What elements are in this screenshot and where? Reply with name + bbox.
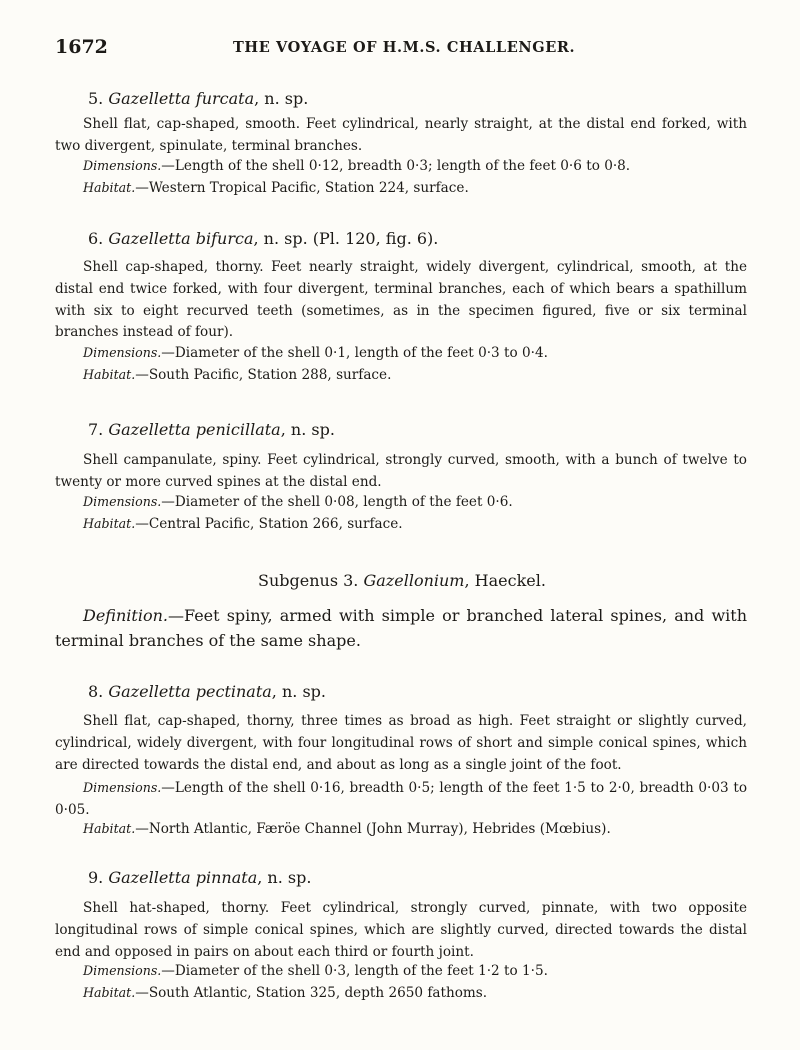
habitat-line: Habitat.—Central Pacific, Station 266, surface. <box>83 516 403 532</box>
subgenus-definition: Definition.—Feet spiny, armed with simple or branched lateral spines, and with terminal branches of the same shape. <box>55 606 747 650</box>
habitat-line: Habitat.—South Atlantic, Station 325, depth 2650 fathoms. <box>83 985 488 1001</box>
species-name: Gazelletta pinnata <box>108 868 258 887</box>
species-description: Shell campanulate, spiny. Feet cylindrical, strongly curved, smooth, with a bunch of twelve to twenty or more curved spines at the distal end. <box>55 452 747 490</box>
page-header <box>55 36 760 66</box>
species-name: Gazelletta penicillata <box>108 420 281 439</box>
species-heading: 5. Gazelletta furcata, n. sp. <box>88 89 309 108</box>
dimensions-line: Dimensions.—Diameter of the shell 0·3, length of the feet 1·2 to 1·5. <box>83 963 548 979</box>
species-description: Shell flat, cap-shaped, thorny, three times as broad as high. Feet straight or slightly curved, cylindrical, widely divergent, with four longitudinal rows of short and simple conical spines, which are directed towards the distal end, and about as long as a single joint of the foot. <box>55 713 747 773</box>
species-heading: 6. Gazelletta bifurca, n. sp. (Pl. 120, fig. 6). <box>88 229 439 248</box>
habitat-line: Habitat.—Western Tropical Pacific, Station 224, surface. <box>83 180 469 196</box>
running-title: THE VOYAGE OF H.M.S. CHALLENGER. <box>233 39 576 56</box>
species-heading: 7. Gazelletta penicillata, n. sp. <box>88 420 335 439</box>
dimensions-line: Dimensions.—Diameter of the shell 0·08, length of the feet 0·6. <box>83 494 513 510</box>
dimensions-line: Dimensions.—Length of the shell 0·16, breadth 0·5; length of the feet 1·5 to 2·0, breadth 0·03 to 0·05. <box>55 780 747 818</box>
dimensions-line: Dimensions.—Length of the shell 0·12, breadth 0·3; length of the feet 0·6 to 0·8. <box>83 158 631 174</box>
species-name: Gazelletta bifurca <box>108 229 254 248</box>
species-name: Gazelletta pectinata <box>108 682 272 701</box>
species-description: Shell flat, cap-shaped, smooth. Feet cylindrical, nearly straight, at the distal end forked, with two divergent, spinulate, terminal branches. <box>55 116 747 154</box>
dimensions-line: Dimensions.—Diameter of the shell 0·1, length of the feet 0·3 to 0·4. <box>83 345 548 361</box>
species-description: Shell cap-shaped, thorny. Feet nearly straight, widely divergent, cylindrical, smooth, at the distal end twice forked, with four divergent, terminal branches, each of which bears a spathillum with six to eight recurved teeth (sometimes, as in the specimen figured, five or six terminal branches instead of four). <box>55 259 747 341</box>
species-heading: 8. Gazelletta pectinata, n. sp. <box>88 682 326 701</box>
subgenus-heading: Subgenus 3. Gazellonium, Haeckel. <box>258 571 546 590</box>
page-number: 1672 <box>55 36 108 58</box>
species-description: Shell hat-shaped, thorny. Feet cylindrical, strongly curved, pinnate, with two opposite longitudinal rows of simple conical spines, which are slightly curved, directed towards the distal end and opposed in pairs on about each third or fourth joint. <box>55 900 747 960</box>
habitat-line: Habitat.—North Atlantic, Færöe Channel (John Murray), Hebrides (Mœbius). <box>83 821 611 837</box>
species-heading: 9. Gazelletta pinnata, n. sp. <box>88 868 312 887</box>
species-name: Gazelletta furcata <box>108 89 255 108</box>
habitat-line: Habitat.—South Pacific, Station 288, surface. <box>83 367 392 383</box>
